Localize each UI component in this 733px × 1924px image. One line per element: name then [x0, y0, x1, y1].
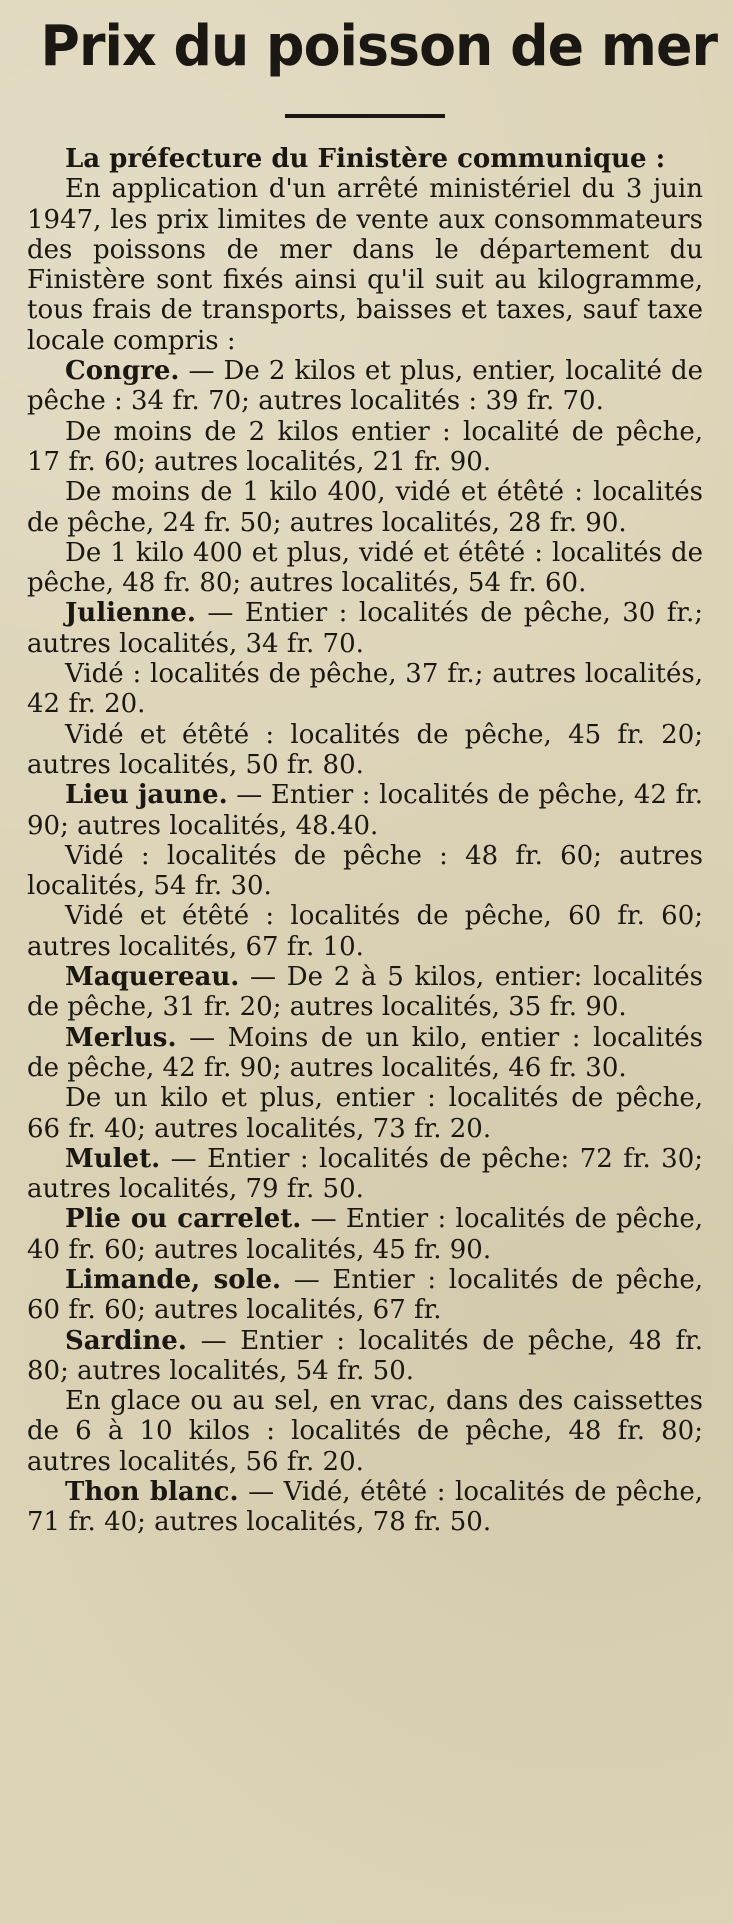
headline-divider [285, 114, 445, 118]
paragraph-text: En glace ou au sel, en vrac, dans des caissettes de 6 à 10 kilos : localités de pêche, 48 fr. 80; autres localités, 56 fr. 20. [27, 1386, 703, 1477]
price-paragraph [27, 1083, 703, 1144]
paragraph-text: Vidé et étêté : localités de pêche, 60 fr. 60; autres localités, 67 fr. 10. [27, 901, 703, 962]
price-paragraph-mulet [27, 1144, 703, 1205]
price-paragraph [27, 720, 703, 781]
paragraph-text: — Entier : localités de pêche, 48 fr. 80; autres localités, 54 fr. 50. [27, 1325, 703, 1386]
fish-name: Merlus. [65, 1022, 177, 1053]
headline: Prix du poisson de mer [40, 14, 718, 79]
fish-name: Limande, sole. [65, 1264, 282, 1295]
price-paragraph-julienne [27, 598, 703, 659]
paragraph-text: — Vidé, étêté : localités de pêche, 71 fr. 40; autres localités, 78 fr. 50. [27, 1477, 703, 1538]
price-paragraph [27, 901, 703, 962]
paragraph-text: — Entier : localités de pêche, 60 fr. 60; autres localités, 67 fr. [27, 1264, 703, 1326]
paragraph-text: De moins de 1 kilo 400, vidé et étêté : localités de pêche, 24 fr. 50; autres localités, 28 fr. 90. [27, 477, 703, 538]
fish-name: Thon blanc. [65, 1477, 239, 1508]
price-paragraph-maquereau [27, 962, 703, 1023]
fish-name: Sardine. [65, 1325, 187, 1356]
paragraph-text: De moins de 2 kilos entier : localité de pêche, 17 fr. 60; autres localités, 21 fr. 90. [27, 416, 703, 477]
price-paragraph [27, 1386, 703, 1477]
price-paragraph [27, 538, 703, 599]
intro-paragraph [27, 174, 703, 356]
price-paragraph-limande [27, 1265, 703, 1326]
price-paragraph-sardine [27, 1326, 703, 1387]
fish-name: Plie ou carrelet. [65, 1204, 302, 1235]
fish-name: Mulet. [65, 1143, 161, 1174]
price-paragraph-plie [27, 1204, 703, 1265]
price-paragraph-congre [27, 356, 703, 417]
price-paragraph-merlus [27, 1023, 703, 1084]
paragraph-text: Vidé : localités de pêche, 37 fr.; autres localités, 42 fr. 20. [27, 659, 703, 720]
paragraph-text: Vidé et étêté : localités de pêche, 45 fr. 20; autres localités, 50 fr. 80. [27, 719, 703, 780]
paragraph-text: — Moins de un kilo, entier : localités de pêche, 42 fr. 90; autres localités, 46 fr. 30. [27, 1022, 703, 1083]
fish-name: Lieu jaune. [65, 780, 228, 811]
paragraph-text: — Entier : localités de pêche: 72 fr. 30; autres localités, 79 fr. 50. [27, 1143, 703, 1205]
paragraph-text: — De 2 à 5 kilos, entier: localités de pêche, 31 fr. 20; autres localités, 35 fr. 90. [27, 962, 703, 1023]
price-paragraph [27, 841, 703, 902]
article-body [27, 144, 703, 1538]
price-paragraph [27, 659, 703, 720]
price-paragraph-lieu-jaune [27, 780, 703, 841]
fish-name: Congre. [65, 356, 180, 387]
paragraph-text: Vidé : localités de pêche : 48 fr. 60; autres localités, 54 fr. 30. [27, 840, 703, 902]
paragraph-text: De 1 kilo 400 et plus, vidé et étêté : localités de pêche, 48 fr. 80; autres localités, 54 fr. 60. [27, 537, 703, 599]
paragraph-text: De un kilo et plus, entier : localités de pêche, 66 fr. 40; autres localités, 73 fr. 20. [27, 1083, 703, 1144]
paragraph-text: — Entier : localités de pêche, 30 fr.; autres localités, 34 fr. 70. [27, 598, 703, 659]
paragraph-text: — Entier : localités de pêche, 42 fr. 90; autres localités, 48.40. [27, 780, 703, 841]
price-paragraph-thon-blanc [27, 1477, 703, 1538]
paragraph-text: En application d'un arrêté ministériel du 3 juin 1947, les prix limites de vente aux consommateurs des poissons de mer dans le département du Finistère sont fixés ainsi qu'il suit au kilogramme, tous frais de transports, baisses et taxes, sauf taxe locale compris : [27, 174, 703, 356]
paragraph-text: — Entier : localités de pêche, 40 fr. 60; autres localités, 45 fr. 90. [27, 1204, 703, 1265]
article-lead: La préfecture du Finistère communique : [65, 144, 666, 174]
fish-name: Maquereau. [65, 962, 240, 993]
price-paragraph [27, 417, 703, 478]
fish-name: Julienne. [65, 598, 196, 629]
price-paragraph [27, 477, 703, 538]
paragraph-text: — De 2 kilos et plus, entier, localité de pêche : 34 fr. 70; autres localités : 39 fr. 70. [27, 356, 703, 417]
